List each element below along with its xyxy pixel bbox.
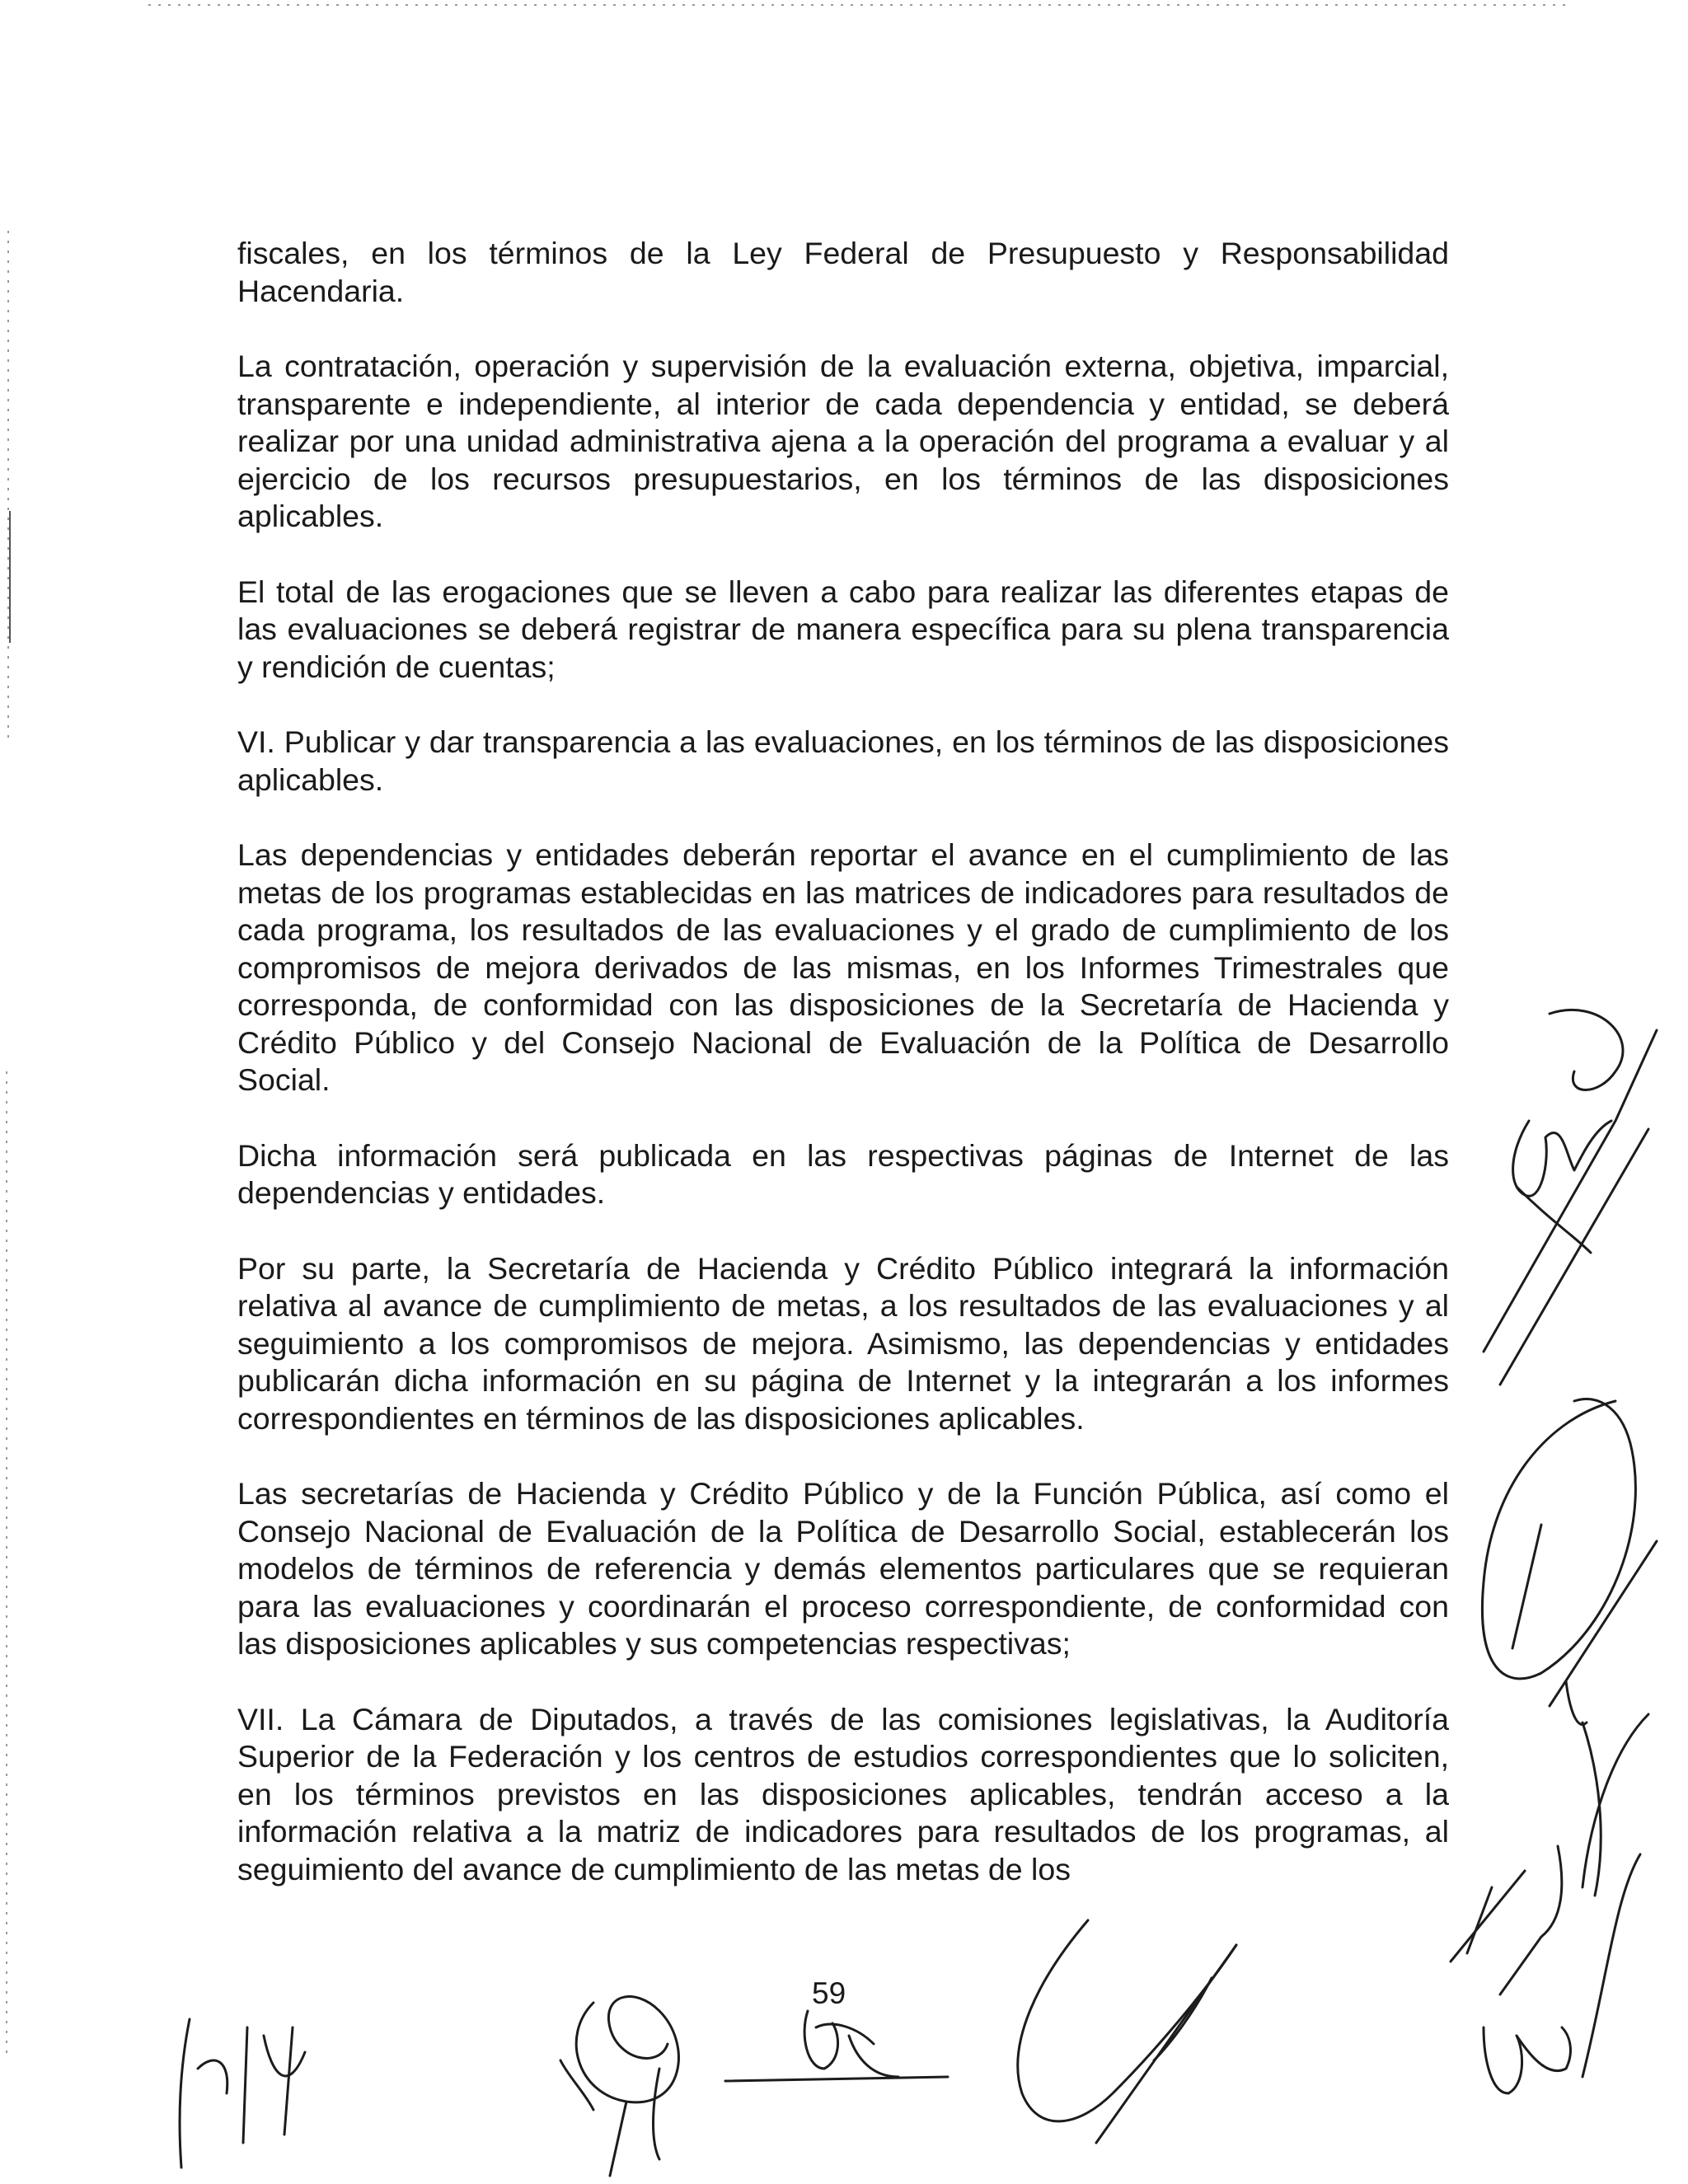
paragraph-1: fiscales, en los términos de la Ley Federal de Presupuesto y Responsabilidad Hacendaria. bbox=[237, 236, 1449, 308]
body-text bbox=[237, 235, 1449, 1926]
signature-4 bbox=[576, 1997, 678, 2102]
signature-5 bbox=[725, 2077, 948, 2081]
page-number: 59 bbox=[812, 1976, 846, 2010]
paragraph-3: El total de las erogaciones que se lleven a cabo para realizar las diferentes etapas de las evaluaciones se deberá registrar de manera específica para su plena transparencia y rendición de cuentas; bbox=[237, 574, 1449, 684]
signature-3 bbox=[1582, 1722, 1601, 1896]
paragraph-4: VI. Publicar y dar transparencia a las evaluaciones, en los términos de las disposiciones aplicables. bbox=[237, 724, 1449, 797]
paragraph-7: Por su parte, la Secretaría de Hacienda y Crédito Público integrará la información relativa al avance de cumplimiento de metas, a los resultados de las evaluaciones y al seguimiento a los compromisos de mejora. Asimismo, las dependencias y entidades publicarán dicha información en su página de Internet y la integrarán a los informes correspondientes en términos de las disposiciones aplicables. bbox=[237, 1250, 1449, 1436]
signature-1 bbox=[1550, 1010, 1623, 1090]
signature-2 bbox=[1482, 1399, 1635, 1679]
paragraph-8: Las secretarías de Hacienda y Crédito Público y de la Función Pública, así como el Consejo Nacional de Evaluación de la Política de Desarrollo Social, establecerán los modelos de términos de referencia y demás elementos particulares que se requieran para las evaluaciones y coordinarán el proceso correspondiente, de conformidad con las disposiciones aplicables y sus competencias respectivas; bbox=[237, 1476, 1449, 1661]
paragraph-9: VII. La Cámara de Diputados, a través de las comisiones legislativas, la Auditoría Superior de la Federación y los centros de estudios correspondientes que lo soliciten, en los términos previstos en las disposiciones aplicables, tendrán acceso a la información relativa a la matriz de indicadores para resultados de los programas, al seguimiento del avance de cumplimiento de las metas de los bbox=[237, 1701, 1449, 1886]
paragraph-5: Las dependencias y entidades deberán reportar el avance en el cumplimiento de las metas de los programas establecidas en las matrices de indicadores para resultados de cada programa, los resultados de las evaluaciones y el grado de cumplimiento de los compromisos de mejora derivados de las mismas, en los Informes Trimestrales que corresponda, de conformidad con las disposiciones de la Secretaría de Hacienda y Crédito Público y del Consejo Nacional de Evaluación de la Política de Desarrollo Social. bbox=[237, 837, 1449, 1097]
paragraph-6: Dicha información será publicada en las respectivas páginas de Internet de las dependencias y entidades. bbox=[237, 1137, 1449, 1210]
paragraph-2: La contratación, operación y supervisión de la evaluación externa, objetiva, imparcial, transparente e independiente, al interior de cada dependencia y entidad, se deberá realizar por una unidad administrativa ajena a la operación del programa a evaluar y al ejercicio de los recursos presupuestarios, en los términos de las disposiciones aplicables. bbox=[237, 349, 1449, 533]
initials-left bbox=[180, 2019, 190, 2168]
signature-6 bbox=[1018, 1920, 1236, 2121]
